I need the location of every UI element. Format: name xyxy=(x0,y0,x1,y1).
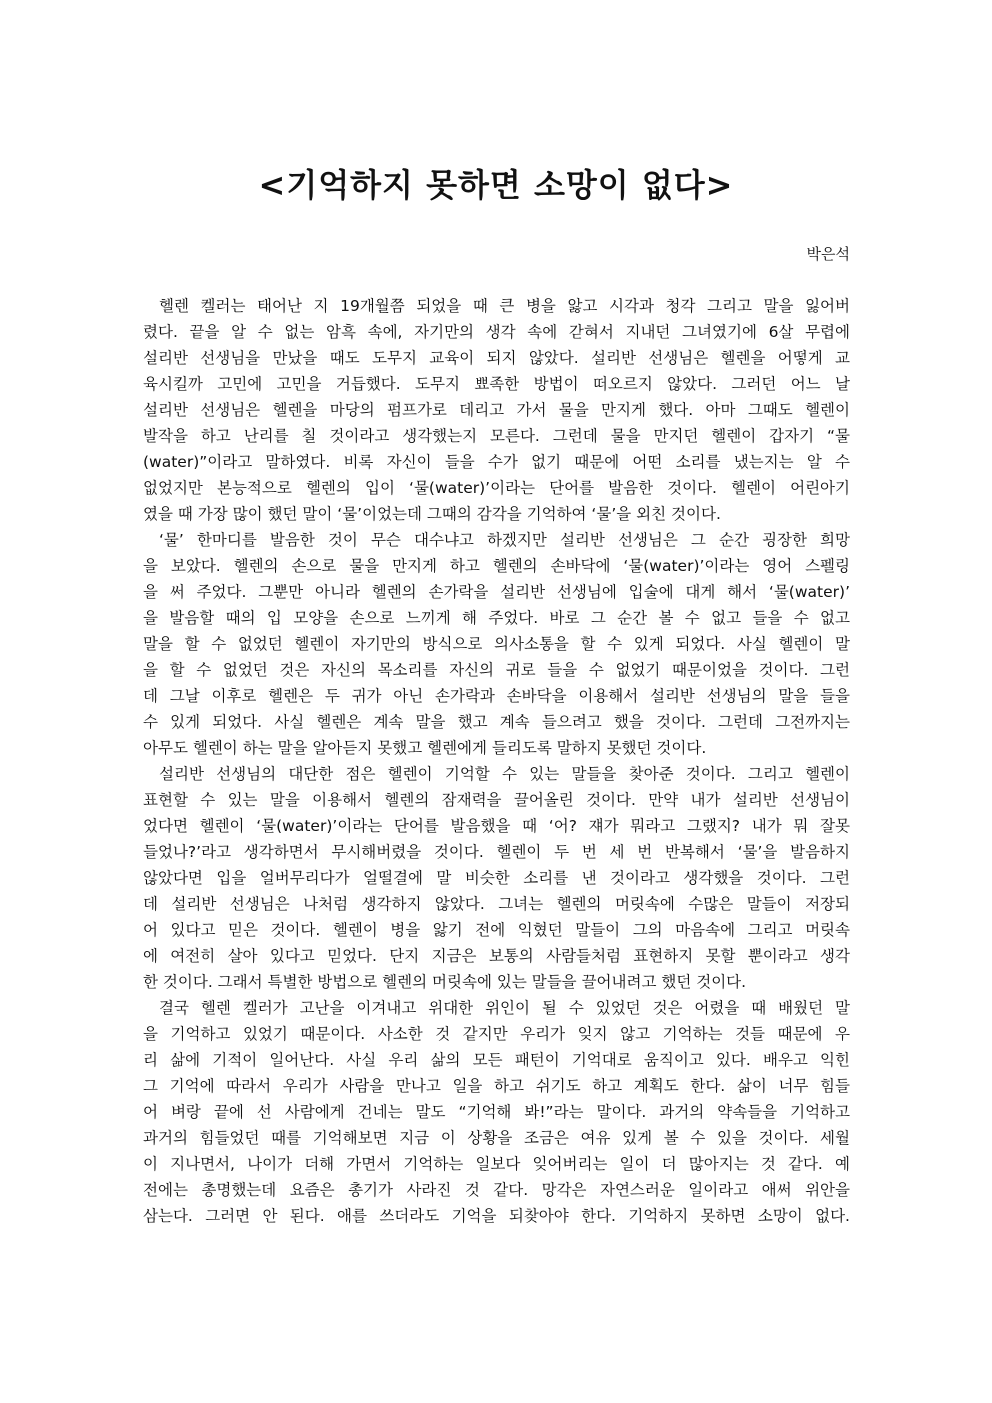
text-line: 어 있다고 믿은 것이다. 헬렌이 병을 앓기 전에 익혔던 말들이 그의 마음속에 그리고 머릿속 xyxy=(143,921,850,939)
text-line: 않았다면 입을 얼버무리다가 얼떨결에 말 비슷한 소리를 낸 것이라고 생각했을 것이다. 그런 xyxy=(143,869,850,887)
text-line: (water)”이라고 말하였다. 비록 자신이 들을 수가 없기 때문에 어떤 소리를 냈는지는 알 수 xyxy=(143,453,850,471)
text-line: 을 할 수 없었던 것은 자신의 목소리를 자신의 귀로 들을 수 없었기 때문이었을 것이다. 그런 xyxy=(143,661,850,679)
text-line: 설리반 선생님의 대단한 점은 헬렌이 기억할 수 있는 말들을 찾아준 것이다. 그리고 헬렌이 xyxy=(159,765,850,783)
text-line: 어 벼랑 끝에 선 사람에게 건네는 말도 “기억해 봐!”라는 말이다. 과거의 약속들을 기억하고 xyxy=(143,1103,850,1121)
text-line: 리 삶에 기적이 일어난다. 사실 우리 삶의 모든 패턴이 기억대로 움직이고 있다. 배우고 익힌 xyxy=(143,1051,850,1069)
text-line: 전에는 총명했는데 요즘은 총기가 사라진 것 같다. 망각은 자연스러운 일이라고 애써 위안을 xyxy=(143,1181,850,1199)
text-line: 결국 헬렌 켈러가 고난을 이겨내고 위대한 위인이 될 수 있었던 것은 어렸을 때 배웠던 말 xyxy=(159,999,850,1017)
text-line: 육시킬까 고민에 고민을 거듭했다. 도무지 뾰족한 방법이 떠오르지 않았다. 그러던 어느 날 xyxy=(143,375,850,393)
text-line: 헬렌 켈러는 태어난 지 19개월쯤 되었을 때 큰 병을 앓고 시각과 청각 그리고 말을 잃어버 xyxy=(159,297,850,315)
text-line: 을 써 주었다. 그뿐만 아니라 헬렌의 손가락을 설리반 선생님에 입술에 대게 해서 ‘물(water)’ xyxy=(143,583,850,601)
text-line: 설리반 선생님을 만났을 때도 도무지 교육이 되지 않았다. 설리반 선생님은 헬렌을 어떻게 교 xyxy=(143,349,850,367)
text-line: 을 발음할 때의 입 모양을 손으로 느끼게 해 주었다. 바로 그 순간 볼 수 없고 들을 수 없고 xyxy=(143,609,850,627)
text-line: 과거의 힘들었던 때를 기억해보면 지금 이 상황을 조금은 여유 있게 볼 수 있을 것이다. 세월 xyxy=(143,1129,850,1147)
text-line: 들었나?’라고 생각하면서 무시해버렸을 것이다. 헬렌이 두 번 세 번 반복해서 ‘물’을 발음하지 xyxy=(143,843,850,861)
text-line: 였을 때 가장 많이 했던 말이 ‘물’이었는데 그때의 감각을 기억하여 ‘물’을 외친 것이다. xyxy=(143,505,721,523)
text-line: 에 여전히 살아 있다고 믿었다. 단지 지금은 보통의 사람들처럼 표현하지 못할 뿐이라고 생각 xyxy=(143,947,850,965)
text-line: 삼는다. 그러면 안 된다. 애를 쓰더라도 기억을 되찾아야 한다. 기억하지 못하면 소망이 없다. xyxy=(143,1207,850,1225)
text-line: 수 있게 되었다. 사실 헬렌은 계속 말을 했고 계속 들으려고 했을 것이다. 그런데 그전까지는 xyxy=(143,713,850,731)
text-line: 표현할 수 있는 말을 이용해서 헬렌의 잠재력을 끌어올린 것이다. 만약 내가 설리반 선생님이 xyxy=(143,791,850,809)
text-line: 을 보았다. 헬렌의 손으로 물을 만지게 하고 헬렌의 손바닥에 ‘물(water)’이라는 영어 스펠링 xyxy=(143,557,850,575)
text-line: 데 그날 이후로 헬렌은 두 귀가 아닌 손가락과 손바닥을 이용해서 설리반 선생님의 말을 들을 xyxy=(143,687,850,705)
author-name: 박은석 xyxy=(806,245,850,263)
paragraph xyxy=(143,293,850,527)
paragraph xyxy=(143,995,850,1229)
text-line: 발작을 하고 난리를 칠 것이라고 생각했는지 모른다. 그런데 물을 만지던 헬렌이 갑자기 “물 xyxy=(143,427,850,445)
text-line: 없었지만 본능적으로 헬렌의 입이 ‘물(water)’이라는 단어를 발음한 것이다. 헬렌이 어린아기 xyxy=(143,479,850,497)
text-line: 데 설리반 선생님은 나처럼 생각하지 않았다. 그녀는 헬렌의 머릿속에 수많은 말들이 저장되 xyxy=(143,895,850,913)
text-line: ‘물’ 한마디를 발음한 것이 무슨 대수냐고 하겠지만 설리반 선생님은 그 순간 굉장한 희망 xyxy=(159,531,850,549)
text-line: 렸다. 끝을 알 수 없는 암흑 속에, 자기만의 생각 속에 갇혀서 지내던 그녀였기에 6살 무렵에 xyxy=(143,323,850,341)
text-line: 을 기억하고 있었기 때문이다. 사소한 것 같지만 우리가 잊지 않고 기억하는 것들 때문에 우 xyxy=(143,1025,850,1043)
text-line: 었다면 헬렌이 ‘물(water)’이라는 단어를 발음했을 때 ‘어? 쟤가 뭐라고 그랬지? 내가 뭐 잘못 xyxy=(143,817,850,835)
text-line: 설리반 선생님은 헬렌을 마당의 펌프가로 데리고 가서 물을 만지게 했다. 아마 그때도 헬렌이 xyxy=(143,401,850,419)
document-title: <기억하지 못하면 소망이 없다> xyxy=(258,166,734,204)
text-line: 한 것이다. 그래서 특별한 방법으로 헬렌의 머릿속에 있는 말들을 끌어내려고 했던 것이다. xyxy=(143,973,747,991)
text-line: 아무도 헬렌이 하는 말을 알아듣지 못했고 헬렌에게 들리도록 말하지 못했던 것이다. xyxy=(143,739,707,757)
text-line: 말을 할 수 없었던 헬렌이 자기만의 방식으로 의사소통을 할 수 있게 되었다. 사실 헬렌이 말 xyxy=(143,635,850,653)
document-body xyxy=(143,293,850,1229)
paragraph xyxy=(143,527,850,761)
text-line: 이 지나면서, 나이가 더해 가면서 기억하는 일보다 잊어버리는 일이 더 많아지는 것 같다. 예 xyxy=(143,1155,850,1173)
paragraph xyxy=(143,761,850,995)
text-line: 그 기억에 따라서 우리가 사람을 만나고 일을 하고 쉬기도 하고 계획도 한다. 삶이 너무 힘들 xyxy=(143,1077,850,1095)
